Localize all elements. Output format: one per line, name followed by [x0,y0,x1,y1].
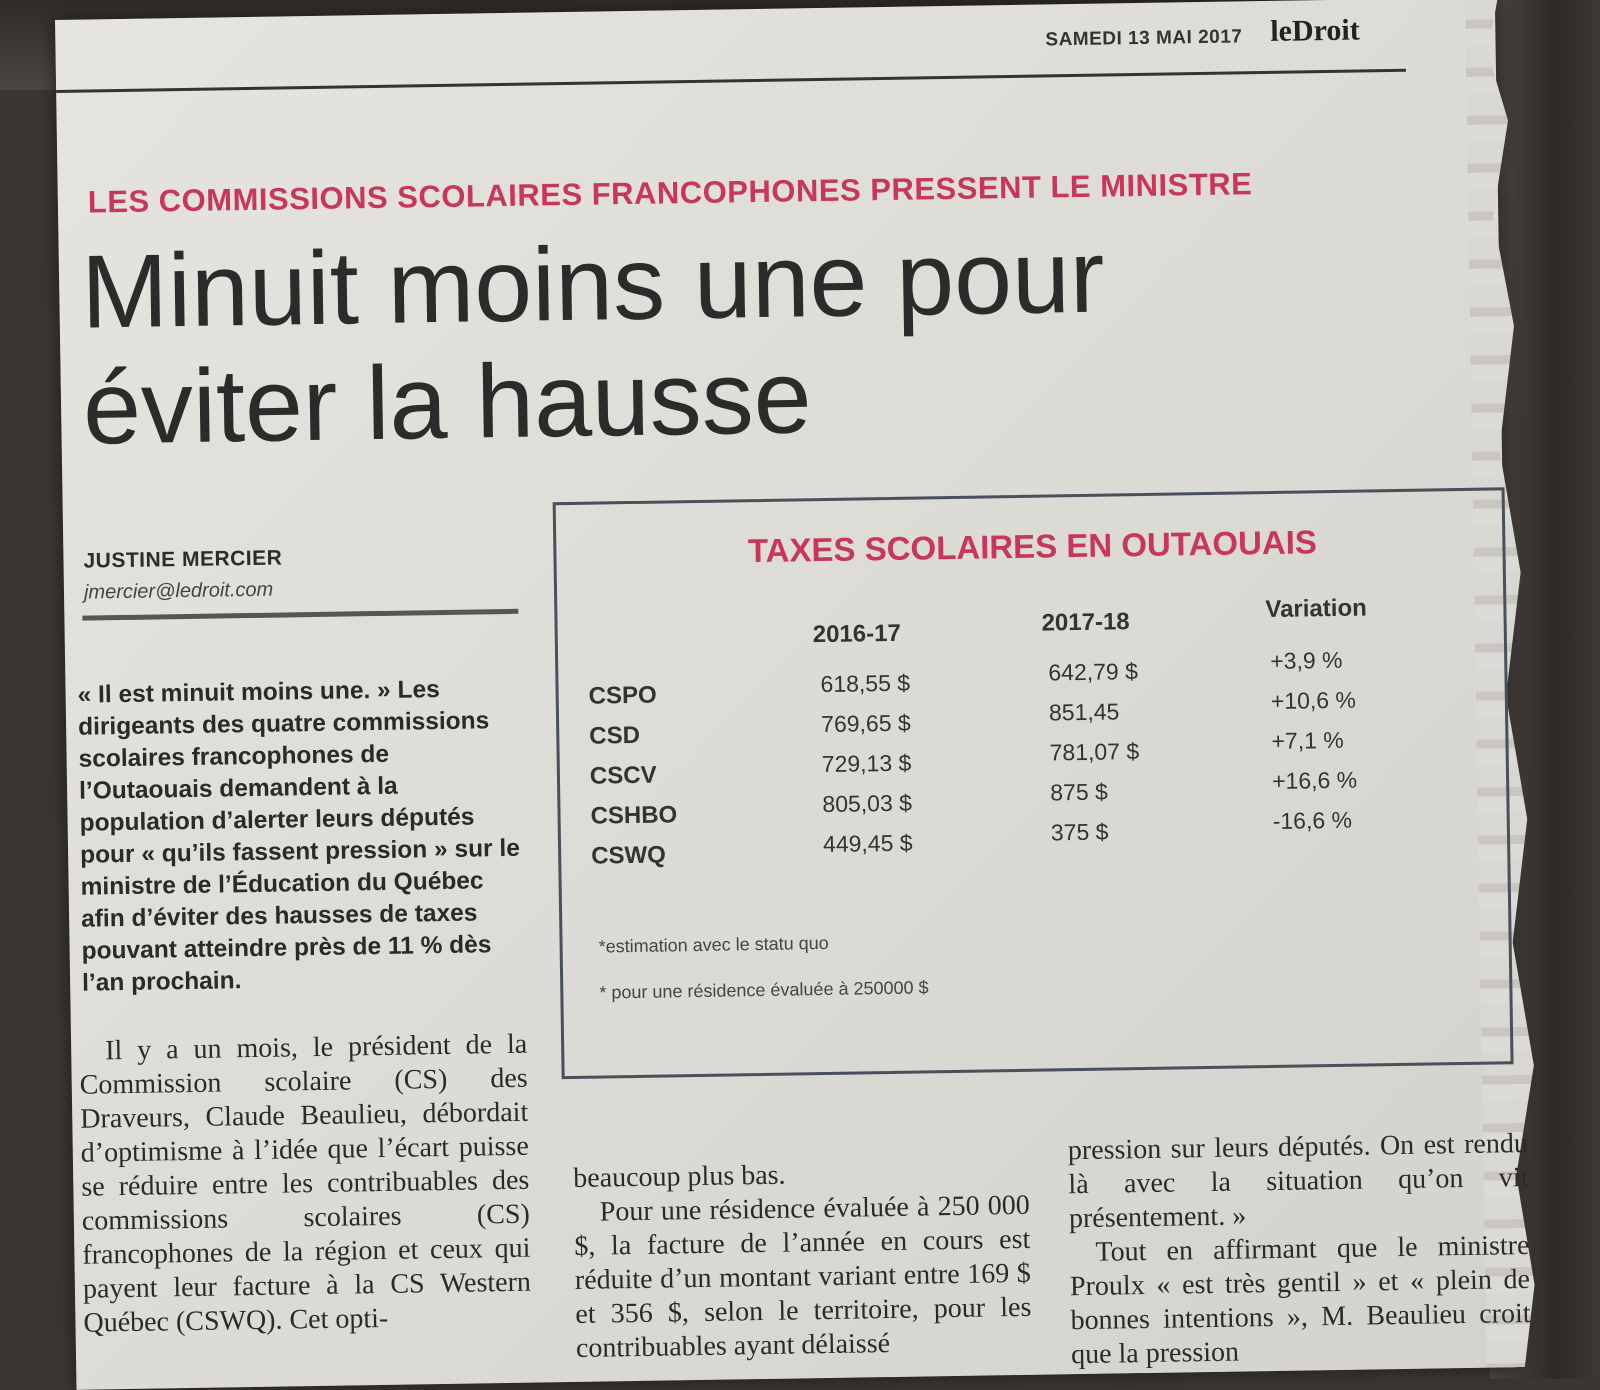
tax-table [556,490,1517,1082]
body-paragraph: Pour une résidence évaluée à 250 000 $, la facture de l’année en cours est réduite d’un montant variant entre 169 $ et 356 $, selon le territoire, pour les contribuables ayant délaissé [574,1189,1032,1364]
table-cell: +7,1 % [1271,726,1344,754]
row-label: CSPO [588,681,657,710]
table-cell: +10,6 % [1270,686,1357,714]
article-kicker: LES COMMISSIONS SCOLAIRES FRANCOPHONES PRESSENT LE MINISTRE [87,166,1253,220]
row-label: CSHBO [590,801,678,830]
table-footnote: *estimation avec le statu quo [598,932,829,957]
table-cell: +16,6 % [1271,766,1358,794]
table-cell: 375 $ [1050,818,1109,846]
newspaper-logo: leDroit [1270,13,1360,48]
table-cell: 618,55 $ [820,669,911,698]
table-cell: +3,9 % [1270,646,1343,674]
table-cell: 769,65 $ [820,709,911,738]
article-headline [80,213,1433,466]
table-cell: 449,45 $ [822,829,913,858]
column-header-variation: Variation [1265,594,1367,624]
header-rule [56,69,1406,93]
body-column-1 [79,1028,532,1341]
table-cell: 875 $ [1050,778,1109,806]
body-paragraph: beaucoup plus bas. [573,1159,786,1195]
table-cell: 851,45 [1048,698,1120,726]
issue-date: SAMEDI 13 MAI 2017 [1045,26,1243,51]
row-label: CSCV [589,761,657,790]
table-cell: -16,6 % [1272,806,1353,834]
column-header-2017: 2017-18 [1041,608,1130,637]
body-paragraph: Il y a un mois, le président de la Commission scolaire (CS) des Draveurs, Claude Beaulieu, débordait d’optimisme à l’idée que l’écart puisse se réduire entre les contribuables des commissions scolaires (CS) francophones de la région et ceux qui payent leur facture à la CS Western Québec (CSWQ). Cet opti- [79,1028,532,1339]
body-paragraph: Tout en affirmant que le ministre Proulx « est très gentil » et « plein de bonnes intentions », M. Beaulieu croit que la pression [1069,1229,1531,1371]
headline-line-2: éviter la hausse [82,339,813,467]
table-cell: 642,79 $ [1048,658,1139,686]
author-name: JUSTINE MERCIER [83,546,283,573]
table-cell: 729,13 $ [821,749,912,778]
author-email: jmercier@ledroit.com [83,578,274,604]
byline-rule [82,609,518,621]
column-header-2016: 2016-17 [812,619,902,649]
body-paragraph: pression sur leurs députés. On est rendu là avec la situation qu’on vit présentement. » [1067,1128,1529,1235]
table-footnote: * pour une résidence évaluée à 250000 $ [599,977,929,1003]
body-column-2 [573,1155,1032,1366]
headline-line-1: Minuit moins une pour [80,218,1106,351]
row-label: CSD [589,721,641,750]
table-cell: 781,07 $ [1049,738,1140,766]
row-label: CSWQ [590,841,667,870]
table-title: TAXES SCOLAIRES EN OUTAOUAIS [747,523,1318,570]
tax-table-box [553,487,1514,1079]
table-cell: 805,03 $ [822,789,913,818]
newspaper-page [55,0,1531,1390]
body-column-3 [1068,1127,1532,1372]
article-lead: « Il est minuit moins une. » Les dirigeants des quatre commissions scolaires francophones de l’Outaouais demandent à la population d’alerter leurs députés pour « qu’ils fassent pression » sur le ministre de l’Éducation du Québec afin d’éviter des hausses de taxes pouvant atteindre près de 11 % dès l’an prochain. [77,676,521,997]
